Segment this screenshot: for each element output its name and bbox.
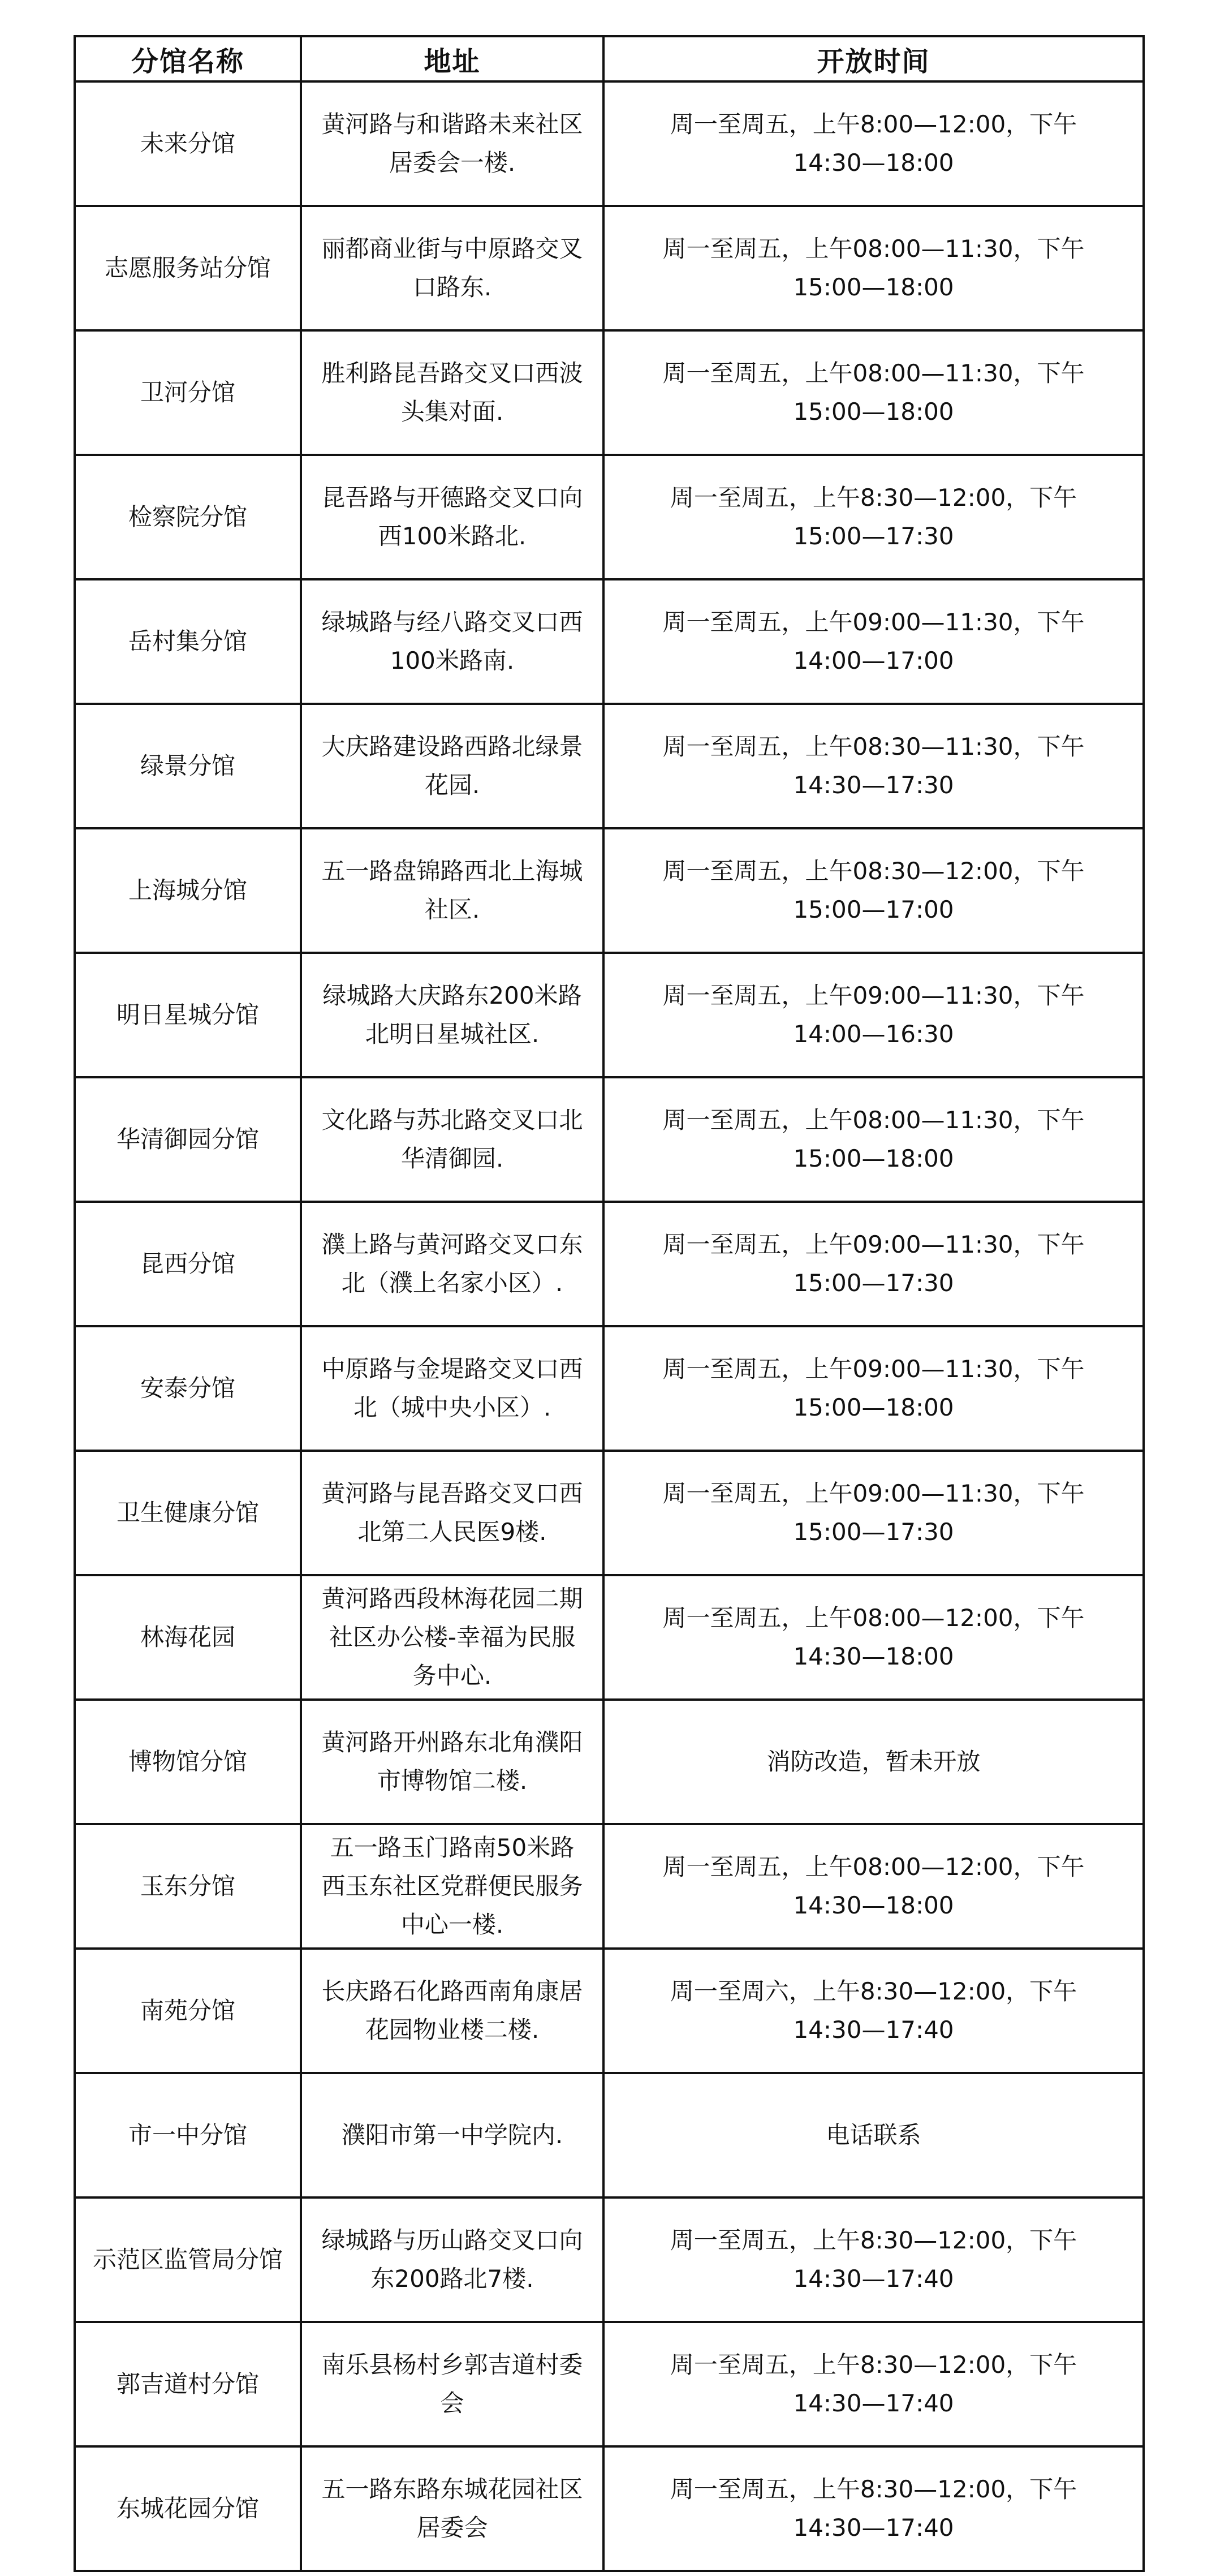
address-cell: 南乐县杨村乡郭吉道村委会 [301,2322,603,2446]
address-cell: 文化路与苏北路交叉口北华清御园. [301,1077,603,1202]
table-row [75,2322,1144,2446]
opening-hours-cell: 周一至周五，上午08:30—11:30，下午14:30—17:30 [603,704,1144,828]
opening-hours-cell: 周一至周五，上午08:30—12:00，下午15:00—17:00 [603,828,1144,953]
opening-hours-cell: 周一至周五，上午8:00—12:00，下午14:30—18:00 [603,81,1144,206]
table-row [75,1824,1144,1949]
table-row [75,2073,1144,2197]
opening-hours-cell: 周一至周五，上午08:00—12:00，下午14:30—18:00 [603,1575,1144,1700]
branch-name-cell: 未来分馆 [75,81,301,206]
opening-hours-cell: 周一至周五，上午08:00—11:30，下午15:00—18:00 [603,330,1144,455]
branch-name-cell: 华清御园分馆 [75,1077,301,1202]
branch-name-cell: 示范区监管局分馆 [75,2197,301,2322]
table-row [75,206,1144,330]
opening-hours-cell: 周一至周五，上午08:00—11:30，下午15:00—18:00 [603,206,1144,330]
table-row [75,1202,1144,1326]
opening-hours-cell: 周一至周五，上午09:00—11:30，下午14:00—17:00 [603,579,1144,704]
branch-name-cell: 绿景分馆 [75,704,301,828]
table-row [75,330,1144,455]
header-address: 地址 [301,36,603,81]
address-cell: 胜利路昆吾路交叉口西波头集对面. [301,330,603,455]
table-row [75,1077,1144,1202]
opening-hours-cell: 周一至周五，上午08:00—11:30，下午15:00—18:00 [603,1077,1144,1202]
opening-hours-cell: 周一至周五，上午09:00—11:30，下午15:00—17:30 [603,1202,1144,1326]
address-cell: 中原路与金堤路交叉口西北（城中央小区）. [301,1326,603,1451]
table-row [75,1326,1144,1451]
table-row [75,704,1144,828]
address-cell: 黄河路开州路东北角濮阳市博物馆二楼. [301,1700,603,1824]
address-cell: 长庆路石化路西南角康居花园物业楼二楼. [301,1949,603,2073]
branch-name-cell: 昆西分馆 [75,1202,301,1326]
branch-name-cell: 玉东分馆 [75,1824,301,1949]
branch-name-cell: 岳村集分馆 [75,579,301,704]
branch-schedule-table [74,35,1145,2572]
opening-hours-cell: 电话联系 [603,2073,1144,2197]
opening-hours-cell: 周一至周五，上午08:00—12:00，下午14:30—18:00 [603,1824,1144,1949]
table-row [75,579,1144,704]
table-row [75,2197,1144,2322]
branch-name-cell: 卫河分馆 [75,330,301,455]
branch-name-cell: 博物馆分馆 [75,1700,301,1824]
address-cell: 五一路盘锦路西北上海城社区. [301,828,603,953]
address-cell: 绿城路大庆路东200米路北明日星城社区. [301,953,603,1077]
address-cell: 濮阳市第一中学院内. [301,2073,603,2197]
table-row [75,2446,1144,2571]
table-row [75,953,1144,1077]
address-cell: 濮上路与黄河路交叉口东北（濮上名家小区）. [301,1202,603,1326]
opening-hours-cell: 周一至周五，上午09:00—11:30，下午15:00—18:00 [603,1326,1144,1451]
table-row [75,81,1144,206]
table-row [75,1451,1144,1575]
address-cell: 黄河路与和谐路未来社区居委会一楼. [301,81,603,206]
address-cell: 五一路东路东城花园社区居委会 [301,2446,603,2571]
opening-hours-cell: 周一至周五，上午8:30—12:00，下午14:30—17:40 [603,2197,1144,2322]
opening-hours-cell: 周一至周五，上午8:30—12:00，下午14:30—17:40 [603,2322,1144,2446]
table-header [75,36,1144,81]
table-row [75,1949,1144,2073]
branch-name-cell: 安泰分馆 [75,1326,301,1451]
branch-name-cell: 检察院分馆 [75,455,301,579]
branch-name-cell: 东城花园分馆 [75,2446,301,2571]
address-cell: 丽都商业街与中原路交叉口路东. [301,206,603,330]
address-cell: 绿城路与经八路交叉口西100米路南. [301,579,603,704]
branch-name-cell: 林海花园 [75,1575,301,1700]
address-cell: 黄河路与昆吾路交叉口西北第二人民医9楼. [301,1451,603,1575]
table-body [75,81,1144,2571]
address-cell: 昆吾路与开德路交叉口向西100米路北. [301,455,603,579]
branch-name-cell: 上海城分馆 [75,828,301,953]
opening-hours-cell: 消防改造，暂未开放 [603,1700,1144,1824]
opening-hours-cell: 周一至周五，上午09:00—11:30，下午14:00—16:30 [603,953,1144,1077]
table-row [75,1575,1144,1700]
address-cell: 大庆路建设路西路北绿景花园. [301,704,603,828]
header-branch-name: 分馆名称 [75,36,301,81]
table-row [75,455,1144,579]
branch-name-cell: 南苑分馆 [75,1949,301,2073]
opening-hours-cell: 周一至周六，上午8:30—12:00，下午14:30—17:40 [603,1949,1144,2073]
header-row [75,36,1144,81]
address-cell: 绿城路与历山路交叉口向东200路北7楼. [301,2197,603,2322]
branch-name-cell: 明日星城分馆 [75,953,301,1077]
address-cell: 黄河路西段林海花园二期社区办公楼-幸福为民服务中心. [301,1575,603,1700]
header-opening-hours: 开放时间 [603,36,1144,81]
branch-name-cell: 郭吉道村分馆 [75,2322,301,2446]
table-row [75,1700,1144,1824]
branch-name-cell: 市一中分馆 [75,2073,301,2197]
address-cell: 五一路玉门路南50米路西玉东社区党群便民服务中心一楼. [301,1824,603,1949]
branch-name-cell: 卫生健康分馆 [75,1451,301,1575]
opening-hours-cell: 周一至周五，上午09:00—11:30，下午15:00—17:30 [603,1451,1144,1575]
opening-hours-cell: 周一至周五，上午8:30—12:00，下午14:30—17:40 [603,2446,1144,2571]
branch-name-cell: 志愿服务站分馆 [75,206,301,330]
table-row [75,828,1144,953]
opening-hours-cell: 周一至周五，上午8:30—12:00，下午15:00—17:30 [603,455,1144,579]
